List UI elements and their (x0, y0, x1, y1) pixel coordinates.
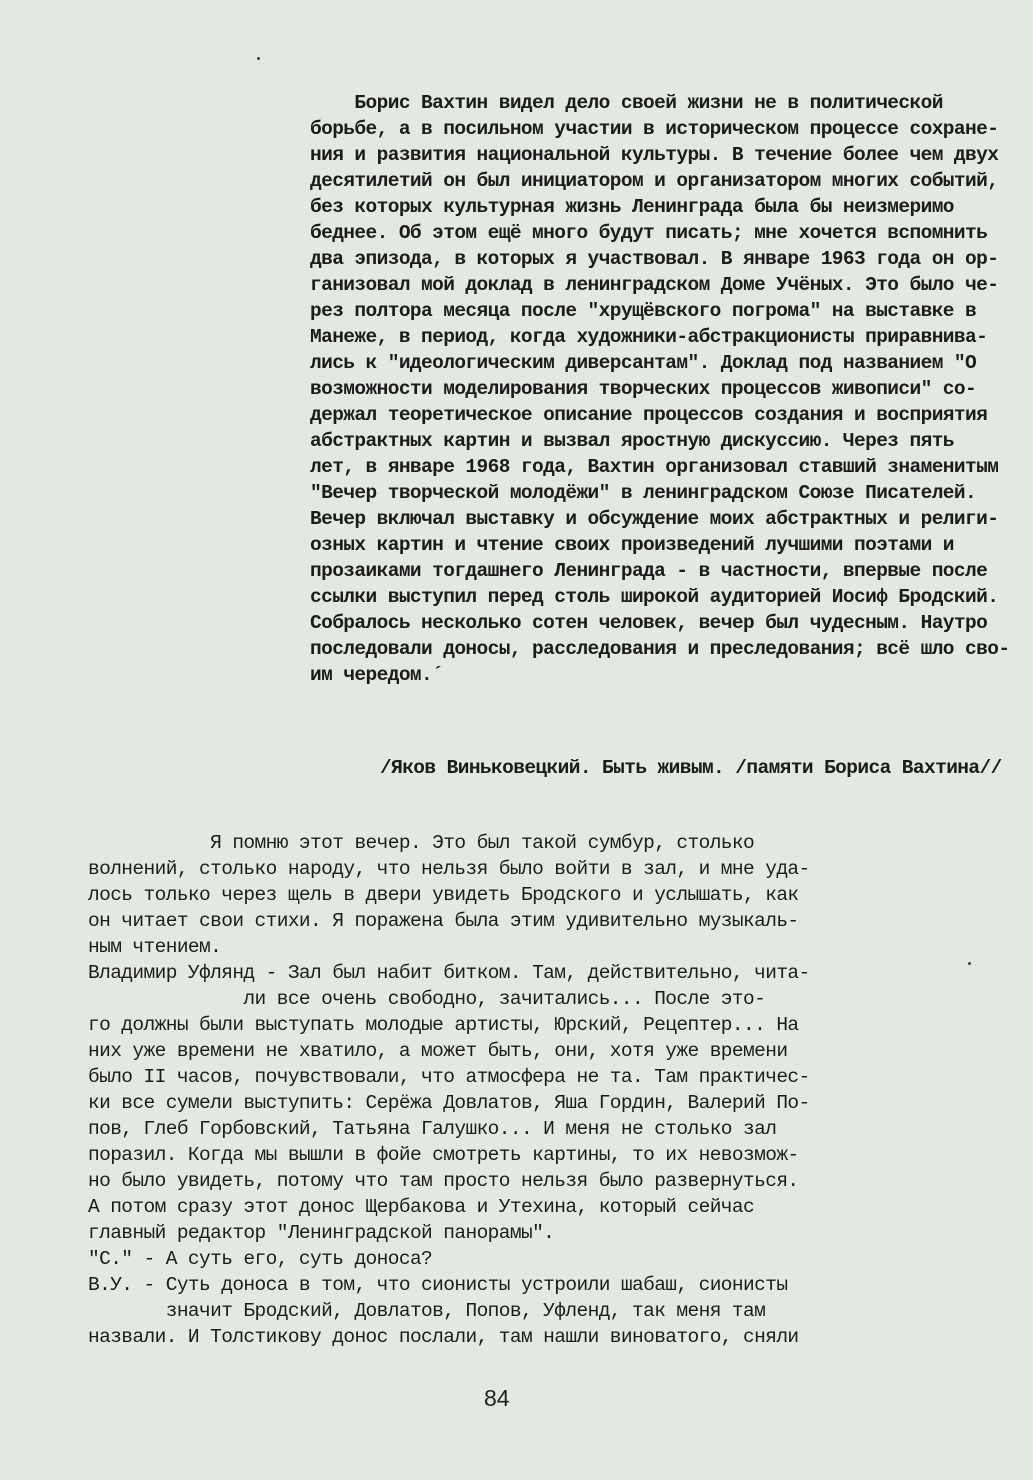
text-line: значит Бродский, Довлатов, Попов, Уфленд, так меня там (88, 1300, 766, 1322)
text-line: борьбе, а в посильном участии в историческом процессе сохране- (310, 118, 999, 140)
text-line: ным чтением. (88, 936, 222, 958)
text-line: лось только через щель в двери увидеть Бродского и услышать, как (88, 884, 799, 906)
text-line: ки все сумели выступить: Серёжа Довлатов, Яша Гордин, Валерий По- (88, 1092, 810, 1114)
text-line: них уже времени не хватило, а может быть, они, хотя уже времени (88, 1040, 788, 1062)
dust-speck (968, 962, 971, 965)
quote-source (380, 755, 1002, 781)
text-line: два эпизода, в которых я участвовал. В январе 1963 года он ор- (310, 248, 999, 270)
text-line: было II часов, почувствовали, что атмосфера не та. Там практичес- (88, 1066, 810, 1088)
text-line: последовали доносы, расследования и преследования; всё шло сво- (310, 638, 1010, 660)
text-line: А потом сразу этот донос Щербакова и Утехина, который сейчас (88, 1196, 755, 1218)
text-line: "Вечер творческой молодёжи" в ленинградском Союзе Писателей. (310, 482, 977, 504)
text-line: главный редактор "Ленинградской панорамы". (88, 1222, 555, 1244)
text-line: назвали. И Толстикову донос послали, там нашли виноватого, сняли (88, 1326, 799, 1348)
text-line: Я помню этот вечер. Это был такой сумбур, столько (88, 832, 755, 854)
text-line: лись к "идеологическим диверсантам". Доклад под названием "О (310, 352, 977, 374)
text-line: Борис Вахтин видел дело своей жизни не в политической (310, 92, 943, 114)
text-line: им чередом.´ (310, 664, 444, 686)
text-line: рез полтора месяца после "хрущёвского погрома" на выставке в (310, 300, 977, 322)
text-line: ли все очень свободно, зачитались... После это- (88, 988, 766, 1010)
text-line: Владимир Уфлянд - Зал был набит битком. Там, действительно, чита- (88, 962, 810, 984)
text-line: ганизовал мой доклад в ленинградском Доме Учёных. Это было че- (310, 274, 999, 296)
text-line: но было увидеть, потому что там просто нельзя было развернуться. (88, 1170, 799, 1192)
text-line: возможности моделирования творческих процессов живописи" со- (310, 378, 977, 400)
text-line: озных картин и чтение своих произведений лучшими поэтами и (310, 534, 954, 556)
text-line: го должны были выступать молодые артисты, Юрский, Рецептер... На (88, 1014, 799, 1036)
text-line: держал теоретическое описание процессов создания и восприятия (310, 404, 988, 426)
text-line: Манеже, в период, когда художники-абстракционисты приравнива- (310, 326, 988, 348)
dust-speck (257, 57, 260, 60)
text-line: поразил. Когда мы вышли в фойе смотреть картины, то их невозмож- (88, 1144, 799, 1166)
text-line: пов, Глеб Горбовский, Татьяна Галушко... И меня не столько зал (88, 1118, 777, 1140)
text-line: беднее. Об этом ещё много будут писать; мне хочется вспомнить (310, 222, 988, 244)
text-line: он читает свои стихи. Я поражена была этим удивительно музыкаль- (88, 910, 799, 932)
text-line: десятилетий он был инициатором и организатором многих событий, (310, 170, 999, 192)
quote-block (310, 90, 1010, 688)
source-citation: /Яков Виньковецкий. Быть живым. /памяти Бориса Вахтина// (380, 757, 1002, 779)
text-line: ссылки выступил перед столь широкой аудиторией Иосиф Бродский. (310, 586, 999, 608)
text-line: Вечер включал выставку и обсуждение моих абстрактных и религи- (310, 508, 999, 530)
text-line: Собралось несколько сотен человек, вечер был чудесным. Наутро (310, 612, 988, 634)
text-line: ния и развития национальной культуры. В течение более чем двух (310, 144, 999, 166)
text-line: "С." - А суть его, суть доноса? (88, 1248, 433, 1270)
text-line: лет, в январе 1968 года, Вахтин организовал ставший знаменитым (310, 456, 999, 478)
text-line: абстрактных картин и вызвал яростную дискуссию. Через пять (310, 430, 954, 452)
text-line: без которых культурная жизнь Ленинграда была бы неизмеримо (310, 196, 954, 218)
text-line: волнений, столько народу, что нельзя было войти в зал, и мне уда- (88, 858, 810, 880)
memoir-block (88, 830, 808, 1350)
text-line: В.У. - Суть доноса в том, что сионисты устроили шабаш, сионисты (88, 1274, 788, 1296)
page-number: 84 (484, 1385, 510, 1411)
text-line: прозаиками тогдашнего Ленинграда - в частности, впервые после (310, 560, 988, 582)
